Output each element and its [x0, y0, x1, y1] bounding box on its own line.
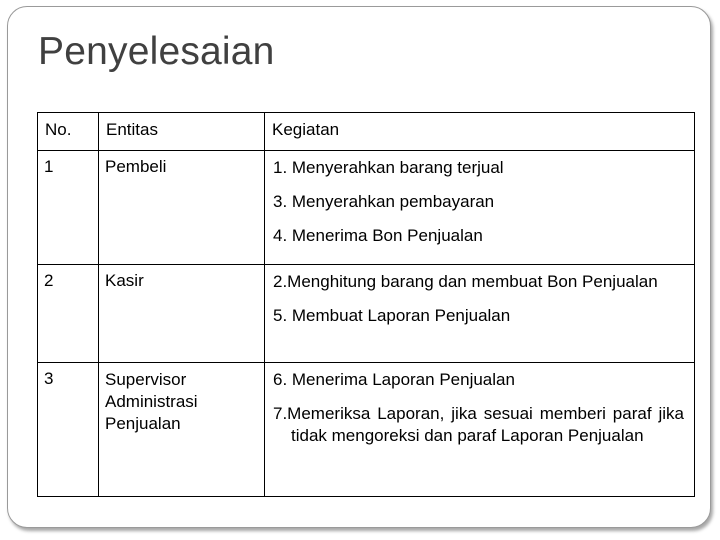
table-header-row	[38, 113, 695, 151]
row-activities	[265, 363, 695, 497]
row-number: 3	[38, 363, 99, 497]
activity-item: 4. Menerima Bon Penjualan	[273, 226, 483, 245]
header-no: No.	[38, 113, 99, 151]
row-entity: Kasir	[99, 265, 265, 363]
header-entity: Entitas	[99, 113, 265, 151]
activity-item: 2.Menghitung barang dan membuat Bon Penjualan	[273, 272, 658, 291]
row-activities	[265, 265, 695, 363]
activity-item: 3. Menyerahkan pembayaran	[273, 192, 495, 211]
header-activity: Kegiatan	[265, 113, 695, 151]
slide-title: Penyelesaian	[38, 30, 275, 73]
row-number: 2	[38, 265, 99, 363]
activity-item: 6. Menerima Laporan Penjualan	[273, 370, 515, 389]
row-number: 1	[38, 151, 99, 265]
activity-table	[37, 112, 695, 497]
activity-item: 1. Menyerahkan barang terjual	[273, 158, 504, 177]
row-entity: Supervisor Administrasi Penjualan	[99, 363, 265, 497]
table-row	[38, 151, 695, 265]
activity-item: 7.Memeriksa Laporan, jika sesuai memberi paraf jika tidak mengoreksi dan paraf Laporan Penjualan	[273, 404, 684, 445]
row-entity: Pembeli	[99, 151, 265, 265]
table-row	[38, 363, 695, 497]
row-activities	[265, 151, 695, 265]
activity-item: 5. Membuat Laporan Penjualan	[273, 306, 511, 325]
table-row	[38, 265, 695, 363]
